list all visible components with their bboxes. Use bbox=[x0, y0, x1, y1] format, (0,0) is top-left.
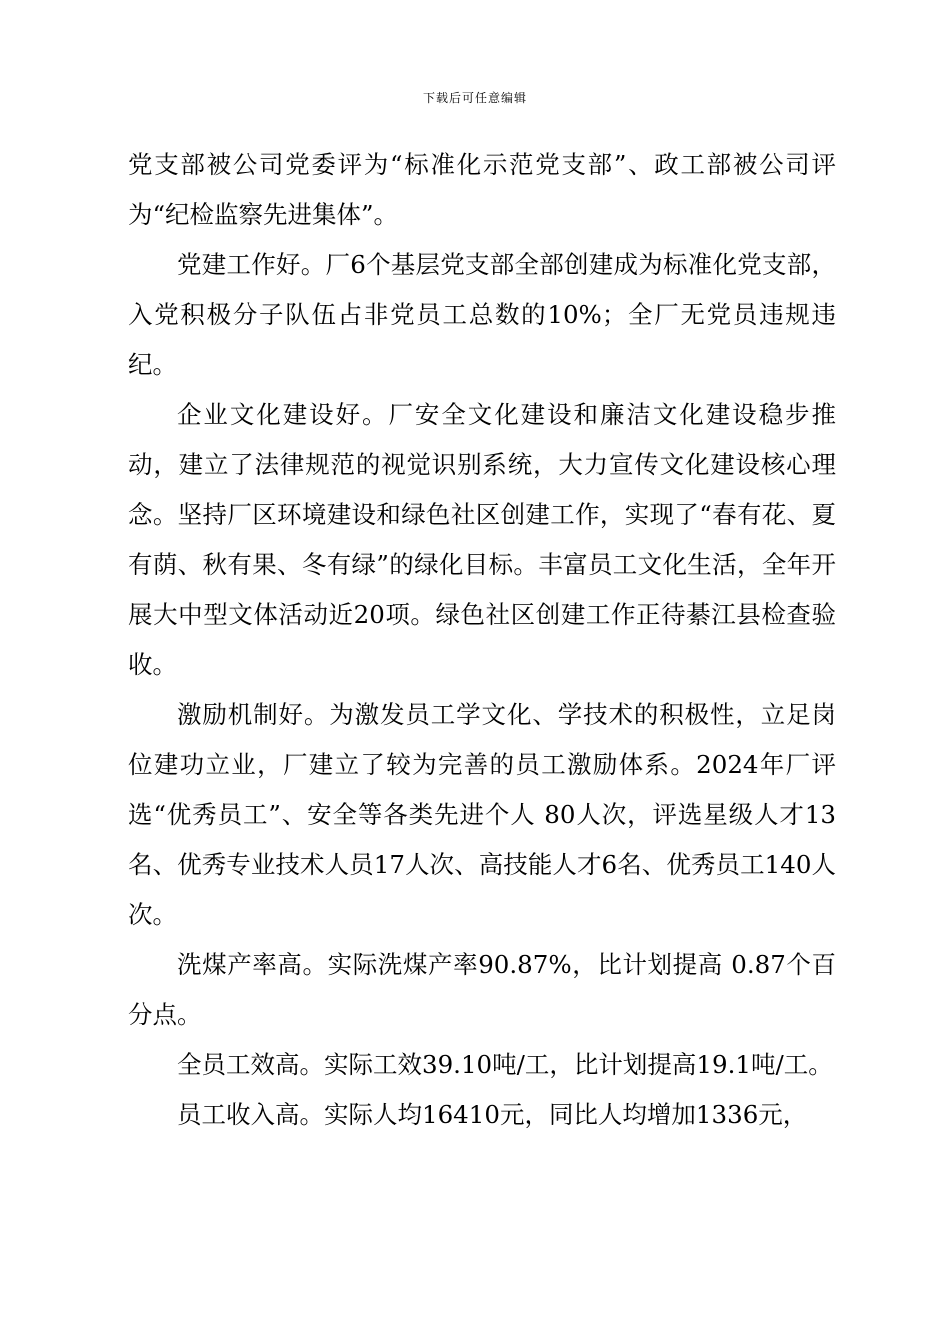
paragraph-lead: 员工收入高。 bbox=[177, 1100, 324, 1129]
paragraph-party-building bbox=[128, 240, 836, 390]
paragraph-text: 厂安全文化建设和廉洁文化建设稳步推动，建立了法律规范的视觉识别系统，大力宣传文化建设核心理念。坚持厂区环境建设和绿色社区创建工作，实现了“春有花、夏有荫、秋有果、冬有绿”的绿化目标。丰富员工文化生活，全年开展大中型文体活动近20项。绿色社区创建工作正待綦江县检查验收。 bbox=[128, 400, 836, 679]
paragraph-employee-income bbox=[128, 1090, 836, 1140]
paragraph-text: 实际工效39.10吨/工，比计划提高19.1吨/工。 bbox=[324, 1050, 833, 1079]
paragraph-text: 党支部被公司党委评为“标准化示范党支部”、政工部被公司评为“纪检监察先进集体”。 bbox=[128, 150, 836, 229]
paragraph-lead: 洗煤产率高。 bbox=[177, 950, 328, 979]
paragraph-continuation bbox=[128, 140, 836, 240]
paragraph-text: 厂6个基层党支部全部创建成为标准化党支部，入党积极分子队伍占非党员工总数的10%；全厂无党员违规违纪。 bbox=[128, 250, 836, 379]
paragraph-lead: 党建工作好。 bbox=[177, 250, 326, 279]
paragraph-coal-washing-yield bbox=[128, 940, 836, 1040]
document-body bbox=[128, 140, 836, 1140]
paragraph-incentive-mechanism bbox=[128, 690, 836, 940]
paragraph-lead: 全员工效高。 bbox=[177, 1050, 324, 1079]
paragraph-text: 实际洗煤产率90.87%，比计划提高 0.87个百分点。 bbox=[128, 950, 836, 1029]
paragraph-corporate-culture bbox=[128, 390, 836, 690]
paragraph-lead: 激励机制好。 bbox=[177, 700, 330, 729]
page-header-note: 下载后可任意编辑 bbox=[422, 91, 527, 105]
paragraph-text: 实际人均16410元，同比人均增加1336元， bbox=[324, 1100, 808, 1129]
paragraph-lead: 企业文化建设好。 bbox=[177, 400, 389, 429]
paragraph-labor-efficiency bbox=[128, 1040, 836, 1090]
paragraph-text: 为激发员工学文化、学技术的积极性，立足岗位建功立业，厂建立了较为完善的员工激励体系。2024年厂评选“优秀员工”、安全等各类先进个人 80人次，评选星级人才13名、优秀专业技术人员17人次、高技能人才6名、优秀员工140人次。 bbox=[128, 700, 836, 929]
